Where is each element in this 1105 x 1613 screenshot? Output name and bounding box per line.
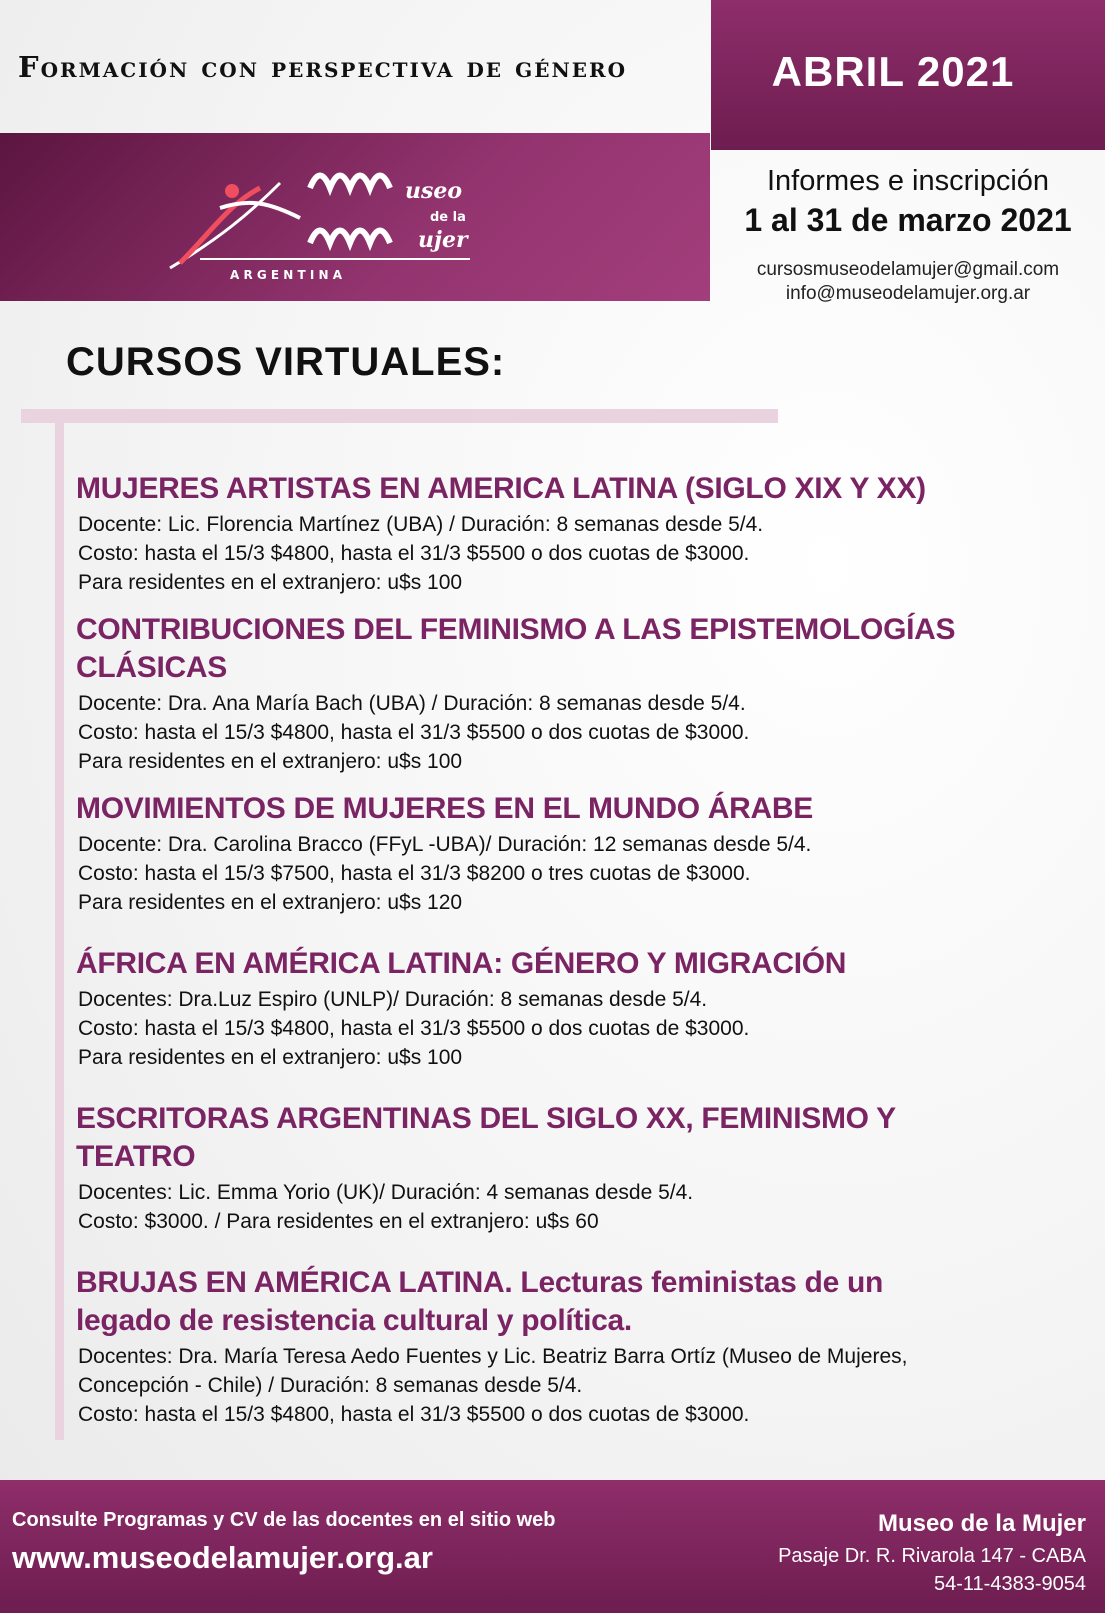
course-item xyxy=(76,470,1076,597)
section-divider-vertical xyxy=(55,423,64,1440)
course-cost: Costo: hasta el 15/3 $4800, hasta el 31/3 $5500 o dos cuotas de $3000. xyxy=(78,1017,750,1040)
course-cost: Costo: hasta el 15/3 $7500, hasta el 31/3 $8200 o tres cuotas de $3000. xyxy=(78,862,751,885)
course-teacher: Docentes: Dra.Luz Espiro (UNLP)/ Duración: 8 semanas desde 5/4. xyxy=(78,988,708,1011)
contact-email-info[interactable]: info@museodelamujer.org.ar xyxy=(785,283,1031,304)
footer-banner xyxy=(0,1480,1105,1613)
course-title: ESCRITORAS ARGENTINAS DEL SIGLO XX, FEMINISMO Y TEATRO xyxy=(76,1102,896,1173)
logo-head xyxy=(225,184,239,198)
course-cost: Costo: hasta el 15/3 $4800, hasta el 31/3 $5500 o dos cuotas de $3000. xyxy=(78,542,750,565)
footer-note: Consulte Programas y CV de las docentes en el sitio web xyxy=(12,1509,556,1531)
month-banner xyxy=(711,0,1105,150)
course-foreign-cost: Para residentes en el extranjero: u$s 100 xyxy=(78,1046,463,1069)
registration-dates: 1 al 31 de marzo 2021 xyxy=(744,202,1072,238)
course-item xyxy=(76,945,1076,1072)
museo-logo xyxy=(160,143,490,293)
logo-m-bottom xyxy=(310,231,390,244)
course-foreign-cost: Para residentes en el extranjero: u$s 120 xyxy=(78,891,463,914)
website-link[interactable]: www.museodelamujer.org.ar xyxy=(12,1540,433,1575)
informes-label: Informes e inscripción xyxy=(766,165,1050,197)
logo-text-ujer: ujer xyxy=(418,227,468,253)
logo-banner xyxy=(0,133,710,301)
month-label: ABRIL 2021 xyxy=(771,48,1015,95)
course-item xyxy=(76,1264,1076,1429)
org-address: Pasaje Dr. R. Rivarola 147 - CABA xyxy=(778,1545,1086,1567)
course-cost: Costo: hasta el 15/3 $4800, hasta el 31/3 $5500 o dos cuotas de $3000. xyxy=(78,1403,750,1426)
logo-text-useo: useo xyxy=(405,178,463,204)
course-title: ÁFRICA EN AMÉRICA LATINA: GÉNERO Y MIGRACIÓN xyxy=(76,947,847,980)
course-item xyxy=(76,611,1076,776)
course-teacher: Docente: Lic. Florencia Martínez (UBA) / Duración: 8 semanas desde 5/4. xyxy=(78,513,764,536)
course-item xyxy=(76,1100,1076,1236)
course-teacher: Docentes: Lic. Emma Yorio (UK)/ Duración: 4 semanas desde 5/4. xyxy=(78,1181,694,1204)
course-title: MUJERES ARTISTAS EN AMERICA LATINA (SIGLO XIX Y XX) xyxy=(76,472,926,505)
page-title: Formación con perspectiva de género xyxy=(18,50,628,84)
course-title: MOVIMIENTOS DE MUJERES EN EL MUNDO ÁRABE xyxy=(76,792,813,825)
org-phone: 54-11-4383-9054 xyxy=(934,1573,1086,1595)
course-title: CONTRIBUCIONES DEL FEMINISMO A LAS EPISTEMOLOGÍAS CLÁSICAS xyxy=(76,613,956,684)
logo-m-top xyxy=(310,176,390,189)
course-cost: Costo: $3000. / Para residentes en el extranjero: u$s 60 xyxy=(78,1210,599,1233)
logo-swoosh-red xyxy=(180,188,260,263)
org-name: Museo de la Mujer xyxy=(877,1510,1086,1537)
logo-text-country: A R G E N T I N A xyxy=(230,268,343,282)
course-foreign-cost: Para residentes en el extranjero: u$s 100 xyxy=(78,571,463,594)
course-title: BRUJAS EN AMÉRICA LATINA. Lecturas feministas de un legado de resistencia cultural y política. xyxy=(76,1266,884,1337)
course-foreign-cost: Para residentes en el extranjero: u$s 100 xyxy=(78,750,463,773)
course-teacher: Docente: Dra. Carolina Bracco (FFyL -UBA)/ Duración: 12 semanas desde 5/4. xyxy=(78,833,812,856)
course-teacher: Docente: Dra. Ana María Bach (UBA) / Duración: 8 semanas desde 5/4. xyxy=(78,692,746,715)
course-teacher: Docentes: Dra. María Teresa Aedo Fuentes y Lic. Beatriz Barra Ortíz (Museo de Mujeres, xyxy=(78,1345,908,1368)
course-item xyxy=(76,790,1076,917)
course-list xyxy=(76,470,1076,1443)
section-title: CURSOS VIRTUALES: xyxy=(66,340,506,384)
contact-email-courses[interactable]: cursosmuseodelamujer@gmail.com xyxy=(756,259,1060,280)
course-cost: Costo: hasta el 15/3 $4800, hasta el 31/3 $5500 o dos cuotas de $3000. xyxy=(78,721,750,744)
logo-text-dela: de la xyxy=(430,210,466,225)
section-divider-horizontal xyxy=(21,409,778,423)
course-teacher-cont: Concepción - Chile) / Duración: 8 semanas desde 5/4. xyxy=(78,1374,583,1397)
